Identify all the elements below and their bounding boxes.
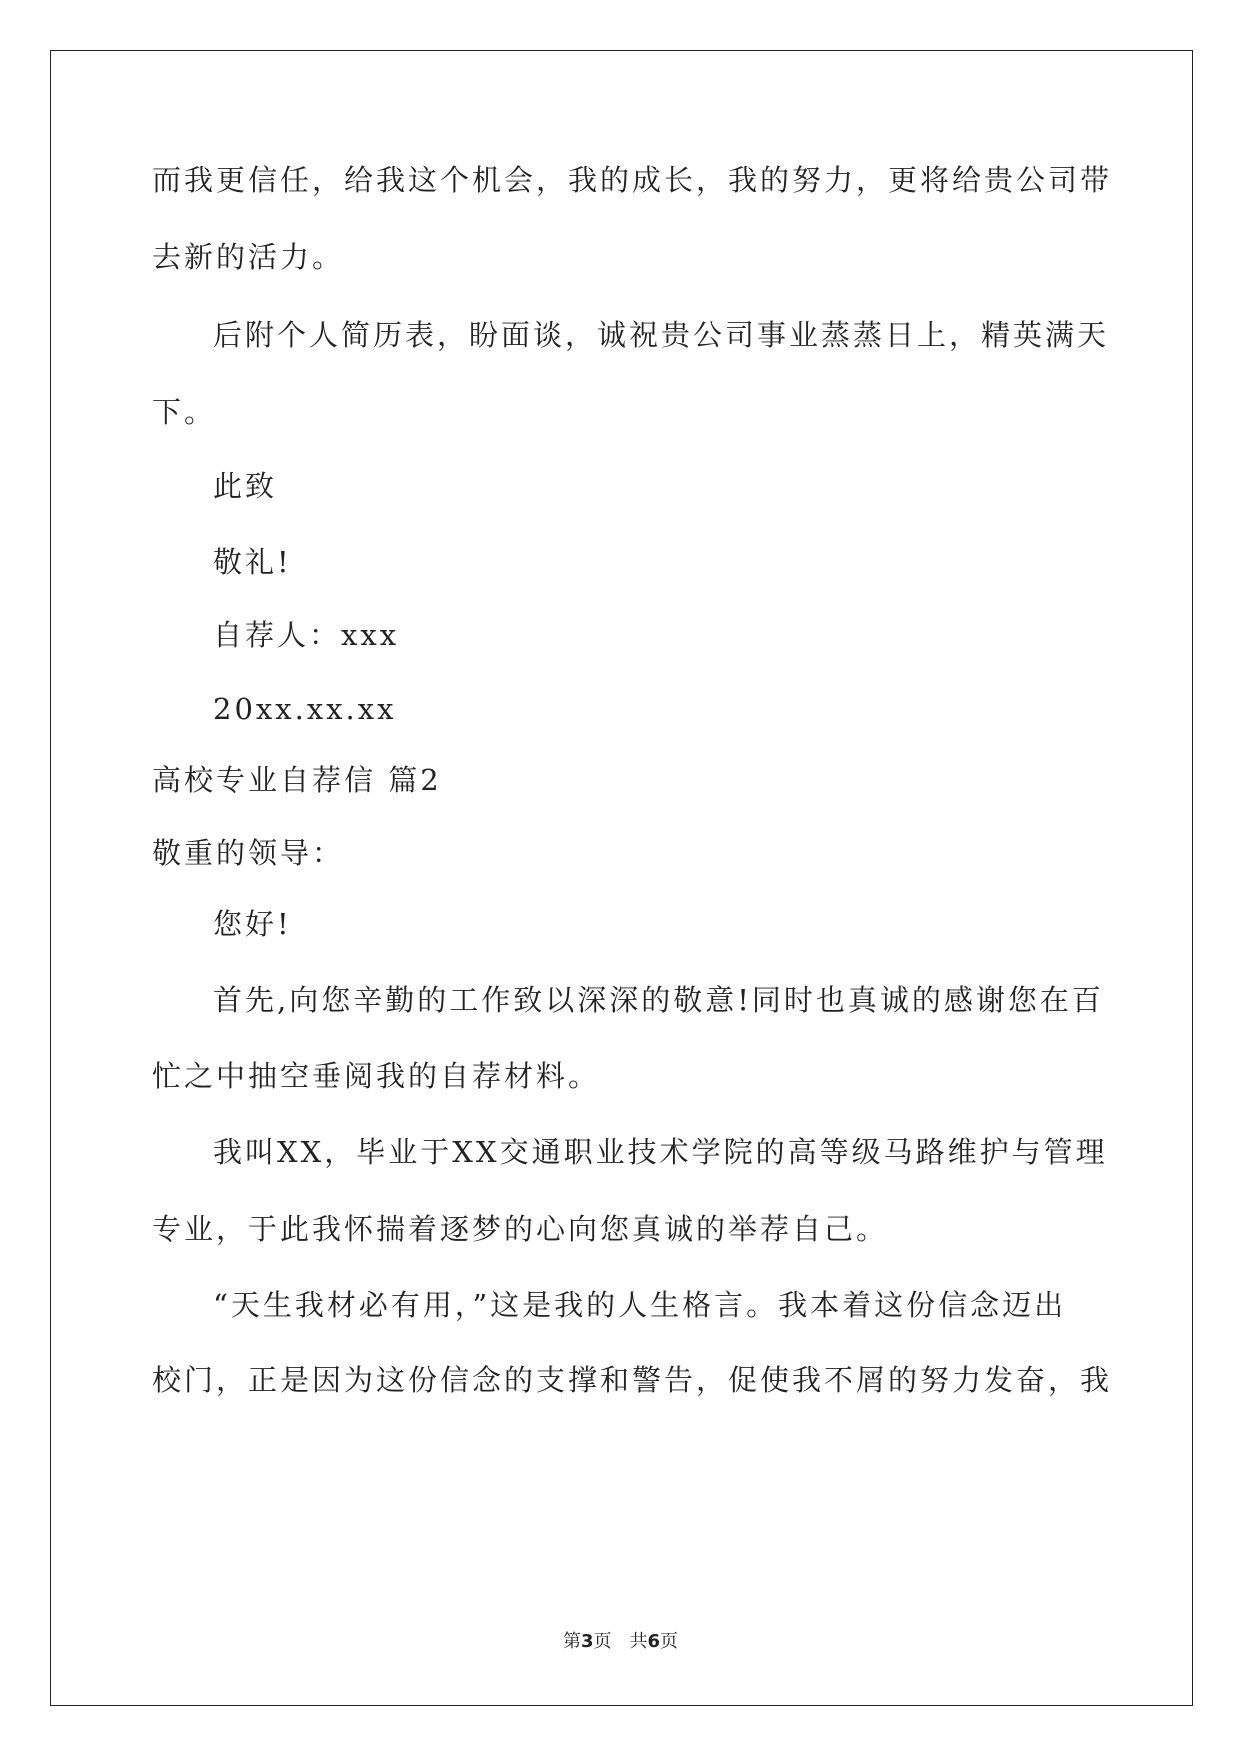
- greeting-hello: 您好!: [213, 907, 292, 941]
- page-suffix: 页: [593, 1631, 612, 1652]
- total-page-number: 6: [647, 1631, 661, 1652]
- current-page-number: 3: [580, 1631, 594, 1652]
- page-footer: [0, 1627, 1241, 1653]
- date-line: 20xx.xx.xx: [213, 692, 397, 726]
- paragraph-line: 专业，于此我怀揣着逐梦的心向您真诚的举荐自己。: [152, 1212, 889, 1246]
- signature-line: 自荐人：xxx: [213, 618, 400, 652]
- paragraph-line: 下。: [152, 395, 217, 429]
- paragraph-line: 后附个人简历表，盼面谈，诚祝贵公司事业蒸蒸日上，精英满天: [213, 318, 1110, 352]
- page-border: [50, 50, 1193, 1706]
- paragraph-line: 去新的活力。: [152, 240, 345, 274]
- section-heading: 高校专业自荐信 篇2: [152, 763, 442, 797]
- paragraph-line: 我叫XX，毕业于XX交通职业技术学院的高等级马路维护与管理: [213, 1135, 1108, 1169]
- paragraph-line: 校门，正是因为这份信念的支撑和警告，促使我不屑的努力发奋，我: [152, 1363, 1113, 1397]
- total-prefix: 共: [629, 1631, 648, 1652]
- paragraph-line: “天生我材必有用，”这是我的人生格言。我本着这份信念迈出: [213, 1288, 1067, 1322]
- paragraph-line: 忙之中抽空垂阅我的自荐材料。: [152, 1059, 601, 1093]
- closing-salutation: 此致: [213, 469, 278, 503]
- greeting-line: 敬重的领导：: [152, 836, 345, 870]
- closing-regards: 敬礼!: [213, 545, 292, 579]
- paragraph-line: 而我更信任，给我这个机会，我的成长，我的努力，更将给贵公司带: [152, 163, 1113, 197]
- page-prefix: 第: [562, 1631, 581, 1652]
- paragraph-line: 首先,向您辛勤的工作致以深深的敬意!同时也真诚的感谢您在百: [213, 983, 1104, 1017]
- total-suffix: 页: [660, 1631, 679, 1652]
